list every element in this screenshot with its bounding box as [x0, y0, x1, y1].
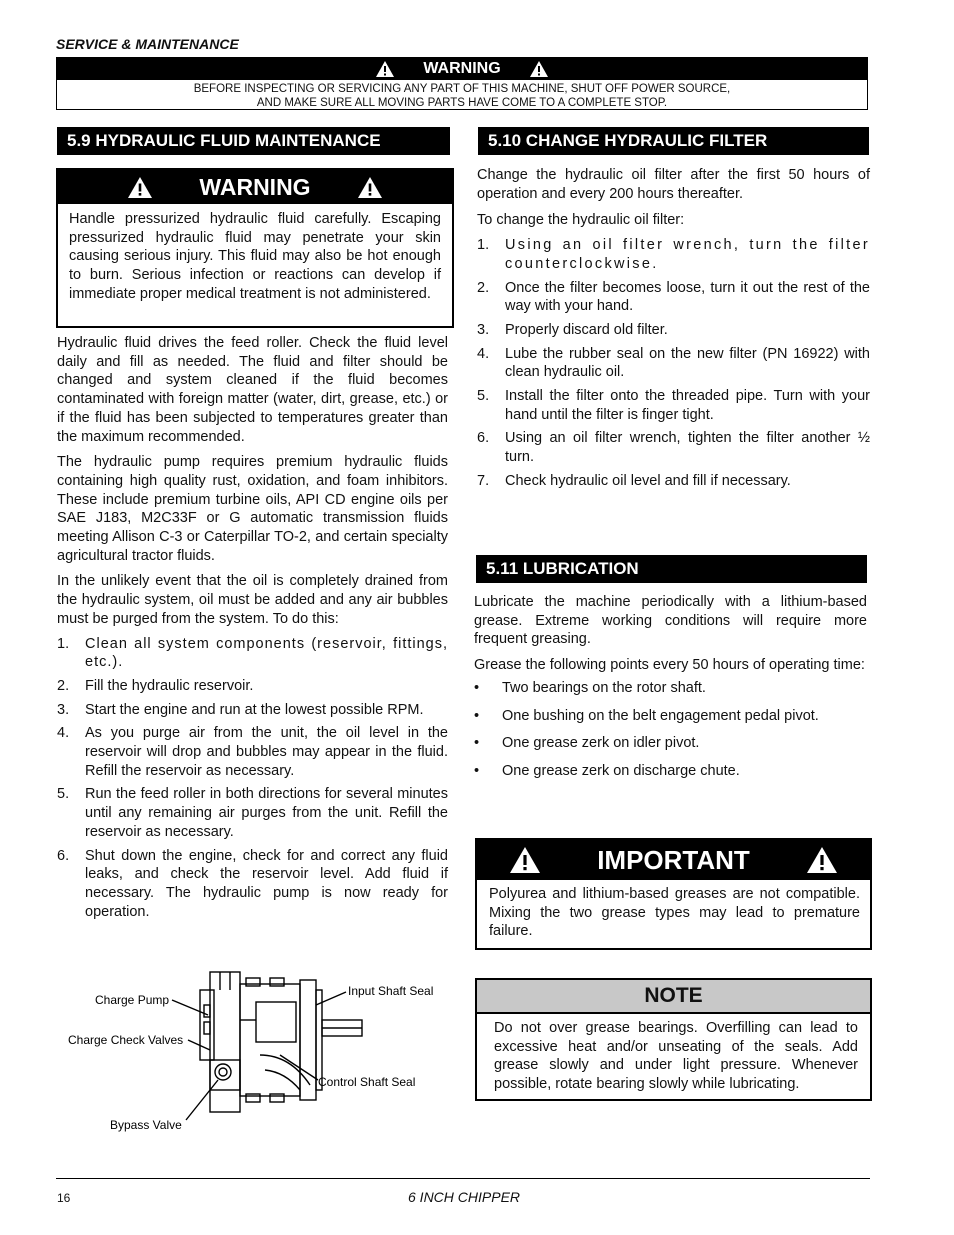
- section-5-9-heading: 5.9 HYDRAULIC FLUID MAINTENANCE: [57, 127, 450, 155]
- bullet-text: One grease zerk on discharge chute.: [502, 762, 740, 779]
- section-5-10-heading: 5.10 CHANGE HYDRAULIC FILTER: [478, 127, 869, 155]
- step-text: Shut down the engine, check for and correct any fluid leaks, and check the reservoir level. Add fluid if necessary. The hydraulic pump is now ready for operation.: [85, 847, 448, 920]
- step-number: 6.: [477, 430, 490, 447]
- step-text: Using an oil filter wrench, tighten the filter another ½ turn.: [505, 430, 870, 466]
- step-text: Clean all system components (reservoir, fittings, etc.).: [85, 635, 448, 671]
- note-text: Do not over grease bearings. Overfilling can lead to excessive heat and/or unseating of the seals. Add grease slowly and under light pressure. Whenever possible, rotate bearing slowly while lubricating.: [494, 1020, 858, 1093]
- step-text: As you purge air from the unit, the oil level in the reservoir will drop and bubbles may appear in the fluid. Refill the reservoir as necessary.: [85, 725, 448, 779]
- pump-drawing: [172, 972, 362, 1120]
- paragraph: Hydraulic fluid drives the feed roller. Check the fluid level daily and fill as needed. The fluid and filter should be changed and system cleaned if the fluid becomes contaminated with foreign matter (water, dirt, grease, etc.) or if the fluid has been subjected to temperatures greater than the maximum recommended.: [57, 335, 448, 445]
- hydraulic-warning-bar: [58, 170, 452, 204]
- charge-check-valves-label: Charge Check Valves: [68, 1033, 184, 1047]
- bypass-valve-label: Bypass Valve: [110, 1118, 182, 1132]
- list-item: [57, 785, 448, 841]
- step-text: Using an oil filter wrench, turn the filter counterclockwise.: [505, 237, 870, 272]
- list-item: [474, 707, 867, 726]
- list-item: [477, 236, 870, 273]
- paragraph: The hydraulic pump requires premium hydraulic fluids containing high quality rust, oxidation, and foam inhibitors. These include premium turbine oils, API CD engine oils per SAE J183, M2C33F or G automatic transmission fluids meeting Allison C-3 or Caterpillar TO-2, and certain specialty agricultural tractor fluids.: [57, 454, 448, 564]
- step-number: 2.: [477, 279, 490, 296]
- bullet-text: Two bearings on the rotor shaft.: [502, 679, 706, 696]
- step-number: 4.: [57, 725, 70, 742]
- footer-product: 6 INCH CHIPPER: [408, 1189, 521, 1205]
- step-number: 6.: [57, 847, 70, 864]
- bullet-text: One bushing on the belt engagement pedal pivot.: [502, 707, 819, 724]
- step-number: 5.: [57, 786, 70, 803]
- top-warning-line-1: BEFORE INSPECTING OR SERVICING ANY PART OF THIS MACHINE, SHUT OFF POWER SOURCE,: [193, 83, 731, 95]
- list-item: [477, 279, 870, 316]
- list-item: [477, 345, 870, 382]
- list-item: [474, 762, 867, 781]
- list-item: [57, 701, 448, 720]
- footer-rule: [56, 1178, 870, 1179]
- important-box: [475, 838, 872, 950]
- list-item: [57, 677, 448, 696]
- top-warning-bar: [57, 58, 867, 80]
- section-header: SERVICE & MAINTENANCE: [56, 36, 239, 52]
- step-number: 1.: [477, 237, 490, 254]
- paragraph: To change the hydraulic oil filter:: [477, 212, 685, 229]
- important-title: IMPORTANT: [597, 844, 750, 875]
- top-warning-text: [57, 80, 867, 110]
- step-text: Run the feed roller in both directions for several minutes until any remaining air purges from the unit. Refill the reservoir as necessary.: [85, 786, 448, 840]
- list-item: [474, 734, 867, 753]
- section-5-11-heading: 5.11 LUBRICATION: [476, 555, 867, 583]
- warning-triangle-icon: [509, 846, 541, 874]
- filter-steps-list: [477, 236, 870, 490]
- step-text: Start the engine and run at the lowest possible RPM.: [85, 701, 424, 718]
- bullet-icon: •: [474, 735, 480, 752]
- grease-points-list: [474, 679, 867, 781]
- section-5-10-body: [477, 166, 870, 491]
- paragraph: Grease the following points every 50 hours of operating time:: [474, 657, 865, 674]
- paragraph: Lubricate the machine periodically with a lithium-based grease. Extreme working conditions will require more frequent greasing.: [474, 594, 867, 648]
- charge-pump-label: Charge Pump: [95, 993, 170, 1007]
- step-text: Fill the hydraulic reservoir.: [85, 677, 254, 694]
- important-text: Polyurea and lithium-based greases are not compatible. Mixing the two grease types may lead to premature failure.: [489, 886, 860, 940]
- hydraulic-warning-text: Handle pressurized hydraulic fluid carefully. Escaping pressurized hydraulic fluid may penetrate your skin causing serious injury. This fluid may also be hot enough to burn. Serious infection or reactions can develop if immediate proper medical treatment is not administered.: [69, 211, 441, 302]
- list-item: [477, 429, 870, 466]
- step-number: 3.: [57, 701, 70, 718]
- top-warning-line-2: AND MAKE SURE ALL MOVING PARTS HAVE COME TO A COMPLETE STOP.: [256, 97, 668, 109]
- page-number: 16: [57, 1191, 71, 1205]
- warning-triangle-icon: [127, 176, 153, 199]
- list-item: [57, 724, 448, 780]
- hydraulic-pump-diagram: [60, 960, 450, 1140]
- hydraulic-warning-title: WARNING: [199, 173, 311, 200]
- note-box: [475, 978, 872, 1101]
- step-text: Check hydraulic oil level and fill if necessary.: [505, 472, 791, 489]
- section-5-11-body: [474, 593, 867, 781]
- warning-triangle-icon: [529, 60, 549, 78]
- step-number: 3.: [477, 321, 490, 338]
- step-text: Install the filter onto the threaded pipe. Turn with your hand until the filter is finger tight.: [505, 388, 870, 423]
- warning-triangle-icon: [357, 176, 383, 199]
- list-item: [474, 679, 867, 698]
- top-warning-box: [56, 57, 868, 110]
- list-item: [477, 321, 870, 340]
- bullet-icon: •: [474, 762, 480, 779]
- control-shaft-seal-label: Control Shaft Seal: [318, 1075, 416, 1089]
- bullet-icon: •: [474, 707, 480, 724]
- step-number: 5.: [477, 388, 490, 405]
- bullet-text: One grease zerk on idler pivot.: [502, 735, 700, 752]
- step-number: 4.: [477, 345, 490, 362]
- step-number: 7.: [477, 472, 490, 489]
- important-bar: [477, 840, 870, 880]
- step-text: Properly discard old filter.: [505, 321, 668, 338]
- step-number: 1.: [57, 635, 70, 652]
- hydraulic-warning-box: [56, 168, 454, 328]
- step-text: Once the filter becomes loose, turn it out the rest of the way with your hand.: [505, 279, 870, 315]
- paragraph: Change the hydraulic oil filter after the first 50 hours of operation and every 200 hours thereafter.: [477, 167, 870, 202]
- step-number: 2.: [57, 677, 70, 694]
- purge-steps-list: [57, 635, 448, 922]
- list-item: [57, 847, 448, 922]
- note-title: NOTE: [477, 980, 870, 1014]
- warning-triangle-icon: [806, 846, 838, 874]
- section-5-9-body: [57, 334, 448, 921]
- warning-triangle-icon: [375, 60, 395, 78]
- paragraph: In the unlikely event that the oil is completely drained from the hydraulic system, oil must be added and any air bubbles must be purged from the system. To do this:: [57, 573, 448, 627]
- list-item: [477, 472, 870, 491]
- list-item: [57, 635, 448, 672]
- bullet-icon: •: [474, 679, 480, 696]
- top-warning-title: WARNING: [423, 60, 501, 77]
- list-item: [477, 387, 870, 424]
- input-shaft-seal-label: Input Shaft Seal: [348, 984, 434, 998]
- step-text: Lube the rubber seal on the new filter (PN 16922) with clean hydraulic oil.: [505, 345, 870, 381]
